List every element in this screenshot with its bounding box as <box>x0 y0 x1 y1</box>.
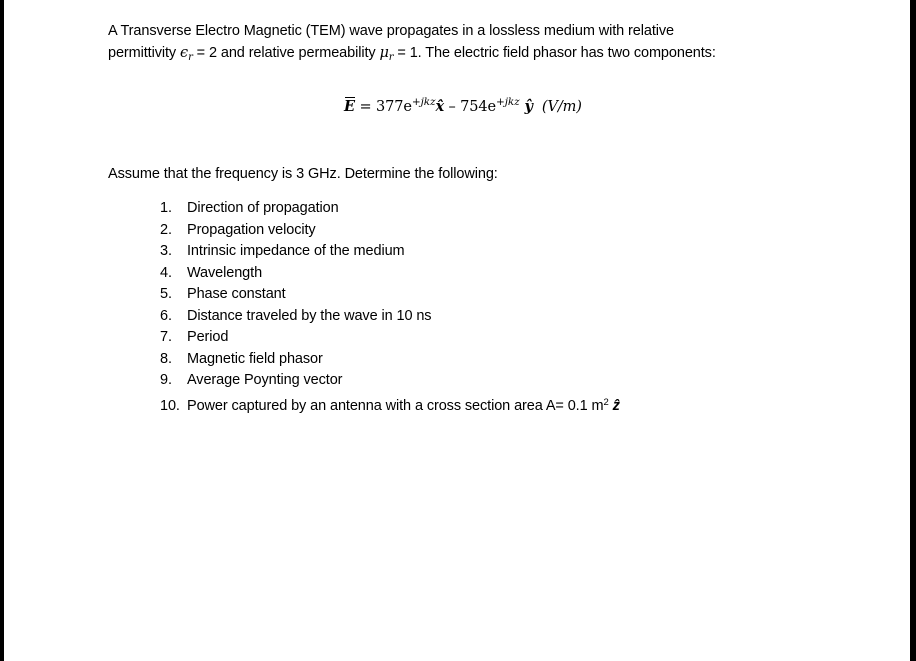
y-unit-vector: ŷ <box>519 98 533 115</box>
assume-statement: Assume that the frequency is 3 GHz. Determine the following: <box>108 166 498 182</box>
intro-line-2-end: = 1. The electric field phasor has two components: <box>393 45 716 61</box>
question-number: 1. <box>160 200 172 216</box>
question-text: Average Poynting vector <box>187 372 343 388</box>
eq-units: (V/m) <box>532 99 582 115</box>
question-number: 3. <box>160 243 172 259</box>
question-text: Period <box>187 329 229 345</box>
e-field-vector: E <box>344 98 355 115</box>
list-item <box>160 370 620 392</box>
eq-term-1: = 377e <box>354 99 412 115</box>
question-number: 6. <box>160 307 172 324</box>
question-text: Power captured by an antenna with a cross section area A= 0.1 m <box>187 397 604 414</box>
list-item <box>160 198 620 220</box>
question-number: 10. <box>160 397 180 414</box>
question-list <box>160 198 620 413</box>
intro-line-2-start: permittivity <box>108 45 177 61</box>
epsilon-symbol: ϵ <box>180 45 189 61</box>
list-item <box>160 241 620 263</box>
question-number: 4. <box>160 264 172 281</box>
question-text: Wavelength <box>187 264 263 281</box>
list-item <box>160 306 620 328</box>
intro-line-1: A Transverse Electro Magnetic (TEM) wave propagates in a lossless medium with relative <box>108 23 674 39</box>
question-text: Direction of propagation <box>187 200 339 216</box>
list-item <box>160 220 620 242</box>
question-text: Intrinsic impedance of the medium <box>187 243 405 259</box>
squared-superscript: 2 <box>603 396 609 408</box>
mu-subscript: r <box>388 52 394 63</box>
document-page <box>4 0 910 661</box>
question-number: 9. <box>160 372 172 388</box>
question-number: 8. <box>160 350 172 367</box>
intro-line-2 <box>108 42 828 69</box>
question-text: Phase constant <box>187 286 286 302</box>
problem-statement <box>108 20 828 69</box>
z-unit-vector: ẑ <box>608 397 620 414</box>
electric-field-equation <box>344 96 582 115</box>
question-text: Propagation velocity <box>187 221 316 238</box>
list-item <box>160 263 620 285</box>
epsilon-value: = 2 and relative permeability <box>192 45 380 61</box>
x-unit-vector: x̂ <box>435 98 444 115</box>
eq-exponent-2: +jkz <box>496 96 520 108</box>
question-text: Magnetic field phasor <box>187 350 323 367</box>
mu-symbol: μ <box>379 45 389 61</box>
list-item <box>160 327 620 349</box>
eq-exponent-1: +jkz <box>411 96 436 108</box>
list-item <box>160 284 620 306</box>
question-number: 7. <box>160 329 172 345</box>
eq-term-2: – 754e <box>444 99 497 115</box>
epsilon-subscript: r <box>188 52 193 63</box>
list-item <box>160 392 620 414</box>
question-number: 2. <box>160 221 172 238</box>
list-item <box>160 349 620 371</box>
question-number: 5. <box>160 286 172 302</box>
question-text: Distance traveled by the wave in 10 ns <box>187 307 432 324</box>
